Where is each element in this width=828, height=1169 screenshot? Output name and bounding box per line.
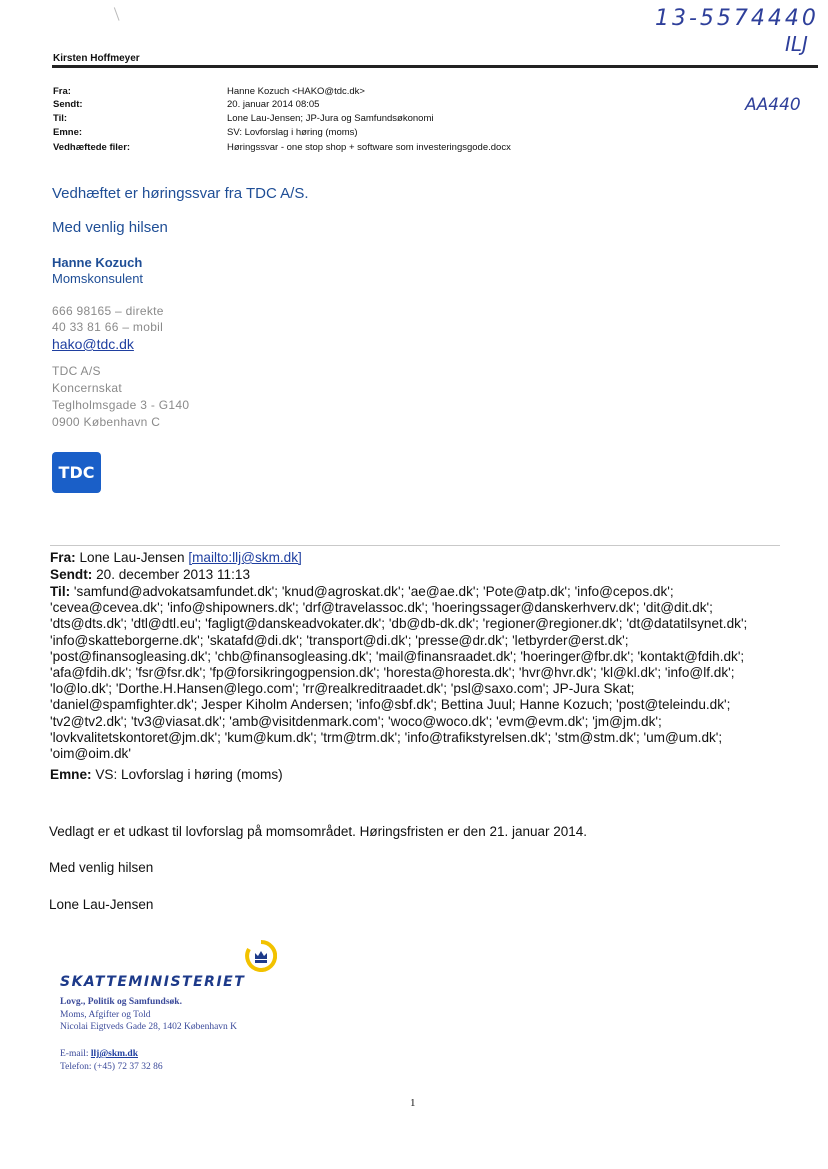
handwritten-initials: ILJ [785, 32, 808, 56]
from-value: Hanne Kozuch <HAKO@tdc.dk> [227, 86, 365, 97]
company-city: 0900 København C [52, 415, 161, 429]
reply-signature-name: Hanne Kozuch [52, 255, 143, 270]
forwarded-to [50, 584, 810, 762]
fwd-to-line: 'tv2@tv2.dk'; 'tv3@viasat.dk'; 'amb@visitdenmark.com'; 'woco@woco.dk'; 'evm@evm.dk'; 'jm@jm.dk'; [50, 713, 662, 729]
skm-address: Nicolai Eigtveds Gade 28, 1402 København K [60, 1022, 238, 1032]
fwd-to-line: 'samfund@advokatsamfundet.dk'; 'knud@agroskat.dk'; 'ae@ae.dk'; 'Pote@atp.dk'; 'info@cepos.dk'; [73, 584, 674, 599]
reply-greeting: Med venlig hilsen [52, 219, 168, 236]
fwd-to-label: Til: [50, 584, 71, 599]
skm-email-label: E-mail: [60, 1049, 89, 1059]
company-name: TDC A/S [52, 364, 101, 378]
fwd-to-line: 'cevea@cevea.dk'; 'info@shipowners.dk'; 'drf@travelassoc.dk'; 'hoeringssager@danskerhverv.dk'; 'dit@dit.dk'; [50, 600, 713, 616]
fwd-to-line: 'oim@oim.dk' [50, 746, 131, 762]
fwd-from-label: Fra: [50, 550, 76, 565]
fwd-subject-value: VS: Lovforslag i høring (moms) [95, 767, 283, 782]
fwd-from-name: Lone Lau-Jensen [79, 550, 185, 565]
attachments-label: Vedhæftede filer: [53, 142, 131, 153]
forward-divider [50, 545, 780, 546]
sent-value: 20. januar 2014 08:05 [227, 99, 320, 110]
fwd-from-mailto[interactable]: [mailto:llj@skm.dk] [188, 550, 302, 565]
to-value: Lone Lau-Jensen; JP-Jura og Samfundsøkonomi [227, 113, 434, 124]
fwd-to-line: 'info@skatteborgerne.dk'; 'skatafd@di.dk'; 'transport@di.dk'; 'presse@dr.dk'; 'letbyrder@erst.dk'; [50, 632, 629, 648]
skm-email-row [60, 1049, 138, 1060]
subject-label: Emne: [53, 127, 83, 138]
fwd-subject-label: Emne: [50, 767, 92, 782]
fwd-sent-value: 20. december 2013 11:13 [96, 567, 251, 582]
margin-mark [114, 5, 125, 21]
fwd-to-line: 'daniel@spamfighter.dk'; Jesper Kiholm Andersen; 'info@sbf.dk'; Bettina Juul; Hanne Kozuch; 'post@teleindu.dk'; [50, 697, 731, 713]
fwd-to-line: 'dts@dts.dk'; 'dtl@dtl.eu'; 'fagligt@danskeadvokater.dk'; 'db@db-dk.dk'; 'regioner@regioner.dk'; 'dt@datatilsynet.dk'; [50, 616, 748, 632]
sender-name: Kirsten Hoffmeyer [53, 53, 140, 64]
forwarded-sent [50, 567, 250, 583]
to-label: Til: [53, 113, 68, 124]
page-number: 1 [410, 1097, 416, 1109]
fwd-to-line: 'lo@lo.dk'; 'Dorthe.H.Hansen@lego.com'; 'rr@realkreditraadet.dk'; 'psl@saxo.com'; JP-Jura Skat; [50, 681, 635, 697]
subject-value: SV: Lovforslag i høring (moms) [227, 127, 358, 138]
forwarded-subject [50, 767, 283, 783]
message-greeting: Med venlig hilsen [49, 860, 154, 875]
reply-signature-role: Momskonsulent [52, 271, 144, 286]
company-dept: Koncernskat [52, 381, 123, 395]
handwritten-code: AA440 [745, 95, 801, 115]
attachment-file[interactable]: Høringssvar - one stop shop + software som investeringsgode.docx [227, 142, 511, 153]
handwritten-ref: 13-5574440 [655, 6, 819, 31]
message-sender-name: Lone Lau-Jensen [49, 897, 154, 912]
message-body: Vedlagt er et udkast til lovforslag på momsområdet. Høringsfristen er den 21. januar 2014. [49, 824, 588, 839]
phone-mobile: 40 33 81 66 – mobil [52, 320, 164, 334]
skm-phone: Telefon: (+45) 72 37 32 86 [60, 1062, 163, 1072]
fwd-sent-label: Sendt: [50, 567, 93, 582]
forwarded-from [50, 550, 302, 566]
skm-dept: Lovg., Politik og Samfundsøk. [60, 997, 182, 1007]
from-label: Fra: [53, 86, 71, 97]
phone-direct: 666 98165 – direkte [52, 304, 164, 318]
skm-email-link[interactable]: llj@skm.dk [90, 1049, 138, 1059]
tdc-logo-text: TDC [58, 463, 95, 482]
tdc-logo [52, 452, 101, 493]
sent-label: Sendt: [53, 99, 83, 110]
fwd-to-line: 'post@finansogleasing.dk'; 'chb@finansogleasing.dk'; 'mail@finansraadet.dk'; 'hoeringer@fbr.dk'; 'kontakt@fdih.dk'; [50, 648, 745, 664]
reply-line: Vedhæftet er høringssvar fra TDC A/S. [52, 185, 309, 202]
email-link[interactable]: hako@tdc.dk [52, 336, 134, 352]
skm-logo-text: SKATTEMINISTERIET [60, 974, 246, 990]
crown-emblem-icon [245, 940, 277, 972]
skm-unit: Moms, Afgifter og Told [60, 1010, 151, 1020]
fwd-to-line: 'lovkvalitetskontoret@jm.dk'; 'kum@kum.dk'; 'trm@trm.dk'; 'info@trafikstyrelsen.dk'; 'stm@stm.dk'; 'um@um.dk'; [50, 729, 723, 745]
fwd-to-line: 'afa@fdih.dk'; 'fsr@fsr.dk'; 'fp@forsikringogpension.dk'; 'horesta@horesta.dk'; 'hvr@hvr.dk'; 'kl@kl.dk'; 'info@lf.dk'; [50, 665, 735, 681]
company-address: Teglholmsgade 3 - G140 [52, 398, 190, 412]
header-rule [52, 65, 818, 68]
